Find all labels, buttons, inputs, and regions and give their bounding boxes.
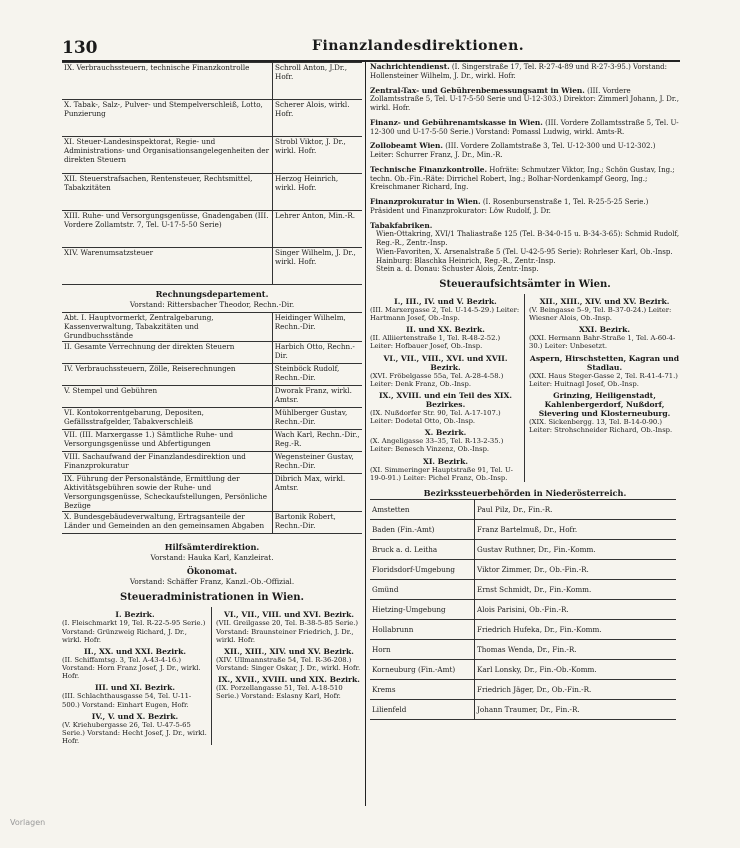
official-cell: Franz Bartelmuß, Dr., Hofr. xyxy=(475,519,677,539)
bezirk-heading: I., III., IV. und V. Bezirk. xyxy=(394,297,497,306)
location-cell: Bruck a. d. Leitha xyxy=(370,539,475,559)
office-name: Technische Finanzkontrolle. xyxy=(370,164,488,174)
bezirk-text: (X. Angeligasse 33–35, Tel. R-13-2-35.) Leiter: Benesch Vinzenz, Ob.-Insp. xyxy=(370,437,504,454)
right-column xyxy=(370,62,680,806)
bezirk-text: (XIX. Sickenbergg. 13, Tel. B-14-0-90.) Leiter: Strohschneider Richard, Ob.-Insp. xyxy=(529,417,673,435)
table-row xyxy=(62,342,362,364)
steueraufsicht-left xyxy=(370,294,525,482)
location-cell: Horn xyxy=(370,639,475,659)
department-cell: XIII. Ruhe- und Versorgungsgenüsse, Gnadengaben (III. Vordere Zollamtstr. 7, Tel. U-17-5-50 Serie) xyxy=(62,211,273,248)
department-cell: VIII. Sachaufwand der Finanzlandesdirektion und Finanzprokuratur xyxy=(62,452,272,474)
official-cell: Mühlberger Gustav, Rechn.-Dir. xyxy=(272,408,362,430)
table-row xyxy=(62,408,362,430)
office-text: (III. Vordere Zollamtsstraße 5, Tel. U-12-300 und U-17-5-50 Serie.) Vorstand: Pomassl Ludwig, wirkl. Amts-R. xyxy=(370,118,679,136)
official-cell: Paul Pilz, Dr., Fin.-R. xyxy=(475,499,677,519)
bezirk-heading: II. und XX. Bezirk. xyxy=(406,325,485,335)
tabak-item: Stein a. d. Donau: Schuster Alois, Zentr.-Insp. xyxy=(376,265,539,274)
office-name: Finanz- und Gebührenamtskasse in Wien. xyxy=(370,117,543,127)
bezirk-text: (IX. Nußdorfer Str. 90, Tel. A-17-107.) Leiter: Dodetal Otto, Ob.-Insp. xyxy=(370,408,501,426)
department-cell: IX. Verbrauchssteuern, technische Finanzkontrolle xyxy=(62,63,273,100)
office-entry xyxy=(370,197,680,216)
steueraufsicht-columns xyxy=(370,294,680,482)
office-text: (III. Vordere Zollamtsstraße 5, Tel. U-17-5-50 Serie und U-12-303.) Direktor: Zimmerl Johann, J. Dr., wirkl. Hofr. xyxy=(370,86,679,112)
running-title: Finanzlandesdirektionen. xyxy=(312,38,525,54)
bezirk-heading: II., XX. und XXI. Bezirk. xyxy=(83,646,187,656)
department-cell: V. Stempel und Gebühren xyxy=(62,386,272,408)
bezirk-heading: VI., VII., VIII., XVI. und XVII. Bezirk. xyxy=(383,353,508,372)
department-cell: VII. (III. Marxergasse 1.) Sämtliche Ruhe- und Versorgungsgenüsse und Abfertigungen xyxy=(62,430,272,452)
table-row xyxy=(370,699,676,719)
rechnungs-table xyxy=(62,312,362,534)
bezirk-heading: XXI. Bezirk. xyxy=(579,325,630,335)
department-cell: II. Gesamte Verrechnung der direkten Steuern xyxy=(62,342,272,364)
table-row xyxy=(370,599,676,619)
official-cell: Herzog Heinrich, wirkl. Hofr. xyxy=(273,174,362,211)
office-text: Hofräte: Schmutzer Viktor, Ing.; Schön Gustav, Ing.; techn. Ob.-Fin.-Räte: Dirrichel Robert, Ing.; Bolhar-Nordenkampf Georg, Ing.; Kreischmaner Richard, Ing. xyxy=(370,165,675,192)
department-cell: VI. Kontokorrentgebarung, Depositen, Gefällsstrafgelder, Tabakverschleiß xyxy=(62,408,272,430)
bezirk-heading: IV., V. und X. Bezirk. xyxy=(91,711,179,721)
location-cell: Korneuburg (Fin.-Amt) xyxy=(370,659,475,679)
tabak-title: Tabakfabriken. xyxy=(370,220,433,230)
rechnungs-title: Rechnungsdepartement. xyxy=(155,289,269,299)
department-cell: IV. Verbrauchssteuern, Zölle, Reiserechnungen xyxy=(62,364,272,386)
departments-table xyxy=(62,62,362,285)
department-cell: Abt. I. Hauptvormerkt, Zentralgebarung, Kassenverwaltung, Tabakzitäten und Grundbuchsstände xyxy=(62,313,272,342)
location-cell: Baden (Fin.-Amt) xyxy=(370,519,475,539)
official-cell: Karl Lonsky, Dr., Fin.-Ob.-Komm. xyxy=(475,659,677,679)
office-name: Nachrichtendienst. xyxy=(370,62,450,71)
rechnungs-vorstand: Vorstand: Rittersbacher Theodor, Rechn.-Dir. xyxy=(129,300,295,309)
department-cell: XI. Steuer-Landesinspektorat, Regie- und Administrations- und Organisationsangelegenheiten der direkten Steuern xyxy=(62,137,273,174)
bezirk-heading: Grinzing, Heiligenstadt, Kahlenbergerdorf, Nußdorf, Sievering und Klosterneuburg. xyxy=(538,390,671,418)
bezirk-heading: IX., XVIII. und ein Teil des XIX. Bezirkes. xyxy=(378,390,513,409)
table-row xyxy=(62,211,362,248)
official-cell: Friedrich Jäger, Dr., Ob.-Fin.-R. xyxy=(475,679,677,699)
office-entry xyxy=(370,165,680,192)
department-cell: XIV. Warenumsatzsteuer xyxy=(62,248,273,285)
bezirk-text: (IX. Porzellangasse 51, Tel. A-18-510 Serie.) Vorstand: Eslasny Karl, Hofr. xyxy=(216,684,343,701)
bezirk-heading: VI., VII., VIII. und XVI. Bezirk. xyxy=(223,610,355,620)
location-cell: Krems xyxy=(370,679,475,699)
bezirk-title: Bezirkssteuerbehörden in Niederösterreich. xyxy=(423,487,627,498)
table-row xyxy=(62,452,362,474)
bezirk-heading: XII., XIII., XIV. und XV. Bezirk. xyxy=(539,297,670,306)
tabak-item: Hainburg: Blaschka Heinrich, Reg.-R., Zentr.-Insp. xyxy=(376,256,556,265)
official-cell: Alois Parisini, Ob.-Fin.-R. xyxy=(475,599,677,619)
official-cell: Wegensteiner Gustav, Rechn.-Dir. xyxy=(272,452,362,474)
official-cell: Johann Traumer, Dr., Fin.-R. xyxy=(475,699,677,719)
office-entry xyxy=(370,62,680,81)
hilfsaemter-vorstand: Vorstand: Hauka Karl, Kanzleirat. xyxy=(150,553,274,563)
bezirk-text: (XXI. Hermann Bahr-Straße 1, Tel. A-60-4-30.) Leiter: Unbesetzt. xyxy=(529,334,676,351)
official-cell: Bartonik Robert, Rechn.-Dir. xyxy=(272,512,362,534)
department-cell: IX. Führung der Personalstände, Ermittlung der Aktivitätsgebühren sowie der Ruhe- und Versorgungsgenüsse, Scheckaufstellungen, Persönliche Bezüge xyxy=(62,474,272,512)
official-cell: Scherer Alois, wirkl. Hofr. xyxy=(273,100,362,137)
table-row xyxy=(62,364,362,386)
official-cell: Steinböck Rudolf, Rechn.-Dir. xyxy=(272,364,362,386)
bezirk-text: (XI. Simmeringer Hauptstraße 91, Tel. U-19-0-91.) Leiter: Pichel Franz, Ob.-Insp. xyxy=(370,465,513,482)
office-entry xyxy=(370,118,680,137)
table-row xyxy=(370,639,676,659)
table-row xyxy=(62,63,362,100)
table-row xyxy=(370,559,676,579)
table-row xyxy=(62,474,362,512)
bezirk-text: (V. Kriehubergasse 26, Tel. U-47-5-65 Serie.) Vorstand: Hecht Josef, J. Dr., wirkl. Hofr. xyxy=(62,720,207,746)
steueraufsicht-title: Steueraufsichtsämter in Wien. xyxy=(439,279,611,290)
bezirk-heading: III. und XI. Bezirk. xyxy=(94,683,176,693)
official-cell: Viktor Zimmer, Dr., Ob.-Fin.-R. xyxy=(475,559,677,579)
tabak-section xyxy=(370,221,680,275)
official-cell: Thomas Wenda, Dr., Fin.-R. xyxy=(475,639,677,659)
official-cell: Wach Karl, Rechn.-Dir., Reg.-R. xyxy=(272,430,362,452)
location-cell: Hollabrunn xyxy=(370,619,475,639)
department-cell: X. Bundesgebäudeverwaltung, Ertragsanteile der Länder und Gemeinden an den gemeinsamen Abgaben xyxy=(62,512,272,534)
oekonomat-vorstand: Vorstand: Schäffer Franz, Kanzl.-Ob.-Offizial. xyxy=(129,577,295,587)
bezirk-text: (II. Schiffamtsg. 3, Tel. A-43-4-16.) Vorstand: Horn Franz Josef, J. Dr., wirkl. Hofr. xyxy=(62,655,201,681)
steueradmin-right xyxy=(216,607,362,745)
official-cell: Ernst Schmidt, Dr., Fin.-Komm. xyxy=(475,579,677,599)
bezirk-text: (XXI. Haus Steger-Gasse 2, Tel. R-41-4-71.) Leiter: Huitnagl Josef, Ob.-Insp. xyxy=(529,371,678,388)
bezirk-text: (III. Schlachthausgasse 54, Tel. U-11-500.) Vorstand: Einhart Eugen, Hofr. xyxy=(62,692,192,709)
table-row xyxy=(62,174,362,211)
official-cell: Gustav Ruthner, Dr., Fin.-Komm. xyxy=(475,539,677,559)
hilfsaemter-title: Hilfsämterdirektion. xyxy=(164,542,260,553)
table-row xyxy=(370,519,676,539)
location-cell: Floridsdorf-Umgebung xyxy=(370,559,475,579)
bezirk-text: (XIV. Ullmannstraße 54, Tel. R-36-208.) Vorstand: Singer Oskar, J. Dr., wirkl. Hofr. xyxy=(216,655,361,673)
steueradmin-title: Steueradministrationen in Wien. xyxy=(119,592,304,604)
bezirk-text: (VII. Greilgasse 20, Tel. B-38-5-85 Serie.) Vorstand: Braunsteiner Friedrich, J. Dr., wirkl. Hofr. xyxy=(216,619,359,644)
tabak-item: Wien-Ottakring, XVI/1 Thaliastraße 125 (Tel. B-34-0-15 u. B-34-3-65): Schmid Rudolf, Reg.-R., Zentr.-Insp. xyxy=(376,230,680,247)
office-name: Finanzprokuratur in Wien. xyxy=(370,197,481,206)
bezirk-heading: X. Bezirk. xyxy=(424,428,467,438)
location-cell: Lilienfeld xyxy=(370,699,475,719)
location-cell: Hietzing-Umgebung xyxy=(370,599,475,619)
bezirk-heading: XII., XIII., XIV. und XV. Bezirk. xyxy=(224,646,354,656)
table-row xyxy=(62,137,362,174)
steueradmin-left xyxy=(62,607,212,745)
table-row xyxy=(62,430,362,452)
office-text: (I. Rosenbursenstraße 1, Tel. R-25-5-25 Serie.) Präsident und Finanzprokurator: Löw Rudolf, J. Dr. xyxy=(370,198,649,215)
official-cell: Dibrich Max, wirkl. Amtsr. xyxy=(272,474,362,512)
office-name: Zentral-Tax- und Gebührenbemessungsamt in Wien. xyxy=(370,85,585,95)
page-number: 130 xyxy=(62,38,98,58)
office-name: Zollobeamt Wien. xyxy=(370,141,443,151)
bezirk-text: (V. Beingasse 5–9, Tel. B-37-0-24.) Leiter: Wiesner Alois, Ob.-Insp. xyxy=(529,306,672,323)
department-cell: X. Tabak-, Salz-, Pulver- und Stempelverschleiß, Lotto, Punzierung xyxy=(62,100,273,137)
left-column xyxy=(62,62,362,806)
table-row xyxy=(370,539,676,559)
table-row xyxy=(62,100,362,137)
table-row xyxy=(370,499,676,519)
steueraufsicht-right xyxy=(529,294,680,482)
office-entry xyxy=(370,86,680,113)
office-entry xyxy=(370,141,680,160)
official-cell: Friedrich Hufeka, Dr., Fin.-Komm. xyxy=(475,619,677,639)
bezirk-heading: IX., XVII., XVIII. und XIX. Bezirk. xyxy=(218,675,360,685)
official-cell: Dworak Franz, wirkl. Amtsr. xyxy=(272,386,362,408)
bezirk-text: (II. Alliiertenstraße 1, Tel. R-48-2-52.) Leiter: Hofbauer Josef, Ob.-Insp. xyxy=(370,334,501,351)
watermark: Vorlagen xyxy=(10,818,46,827)
table-row xyxy=(370,659,676,679)
office-text: (III. Vordere Zollamtstraße 3, Tel. U-12-300 und U-12-302.) Leiter: Schurrer Franz, J. Dr., Min.-R. xyxy=(370,142,656,159)
official-cell: Heidinger Wilhelm, Rechn.-Dir. xyxy=(272,313,362,342)
official-cell: Singer Wilhelm, J. Dr., wirkl. Hofr. xyxy=(273,248,362,285)
oekonomat-title: Ökonomat. xyxy=(186,566,238,577)
location-cell: Amstetten xyxy=(370,499,475,519)
bezirk-heading: XI. Bezirk. xyxy=(422,456,469,466)
bezirk-heading: I. Bezirk. xyxy=(115,610,155,620)
steueradmin-columns xyxy=(62,607,362,745)
bezirk-text: (III. Marxergasse 2, Tel. U-14-5-29.) Leiter: Hartmann Josef, Ob.-Insp. xyxy=(370,306,520,323)
table-row xyxy=(370,579,676,599)
column-divider xyxy=(365,62,366,806)
bezirk-text: (XVI. Fröbelgasse 55a, Tel. A-28-4-58.) Leiter: Denk Franz, Ob.-Insp. xyxy=(370,371,504,388)
official-cell: Schroll Anton, J.Dr., Hofr. xyxy=(273,63,362,100)
table-row xyxy=(62,248,362,285)
bezirk-table xyxy=(370,499,676,720)
tabak-item: Wien-Favoriten, X. Arsenalstraße 5 (Tel. U-42-5-95 Serie): Rohrleser Karl, Ob.-Insp. xyxy=(376,247,673,256)
location-cell: Gmünd xyxy=(370,579,475,599)
bezirk-text: (I. Fleischmarkt 19, Tel. R-22-5-95 Serie.) Vorstand: Grünzweig Richard, J. Dr., wirkl. Hofr. xyxy=(62,619,206,644)
table-row xyxy=(62,313,362,342)
tabak-items xyxy=(370,230,680,274)
office-entries xyxy=(370,62,680,216)
table-row xyxy=(62,512,362,534)
table-row xyxy=(370,679,676,699)
official-cell: Lehrer Anton, Min.-R. xyxy=(273,211,362,248)
table-row xyxy=(62,386,362,408)
office-text: (I. Singerstraße 17, Tel. R-27-4-89 und R-27-3-95.) Vorstand: Hollensteiner Wilhelm, J. Dr., wirkl. Hofr. xyxy=(370,63,667,80)
bezirk-heading: Aspern, Hirschstetten, Kagran und Stadlau. xyxy=(529,353,680,372)
official-cell: Strobl Viktor, J. Dr., wirkl. Hofr. xyxy=(273,137,362,174)
official-cell: Harbich Otto, Rechn.-Dir. xyxy=(272,342,362,364)
department-cell: XII. Steuerstrafsachen, Rentensteuer, Rechtsmittel, Tabakzitäten xyxy=(62,174,273,211)
table-row xyxy=(370,619,676,639)
